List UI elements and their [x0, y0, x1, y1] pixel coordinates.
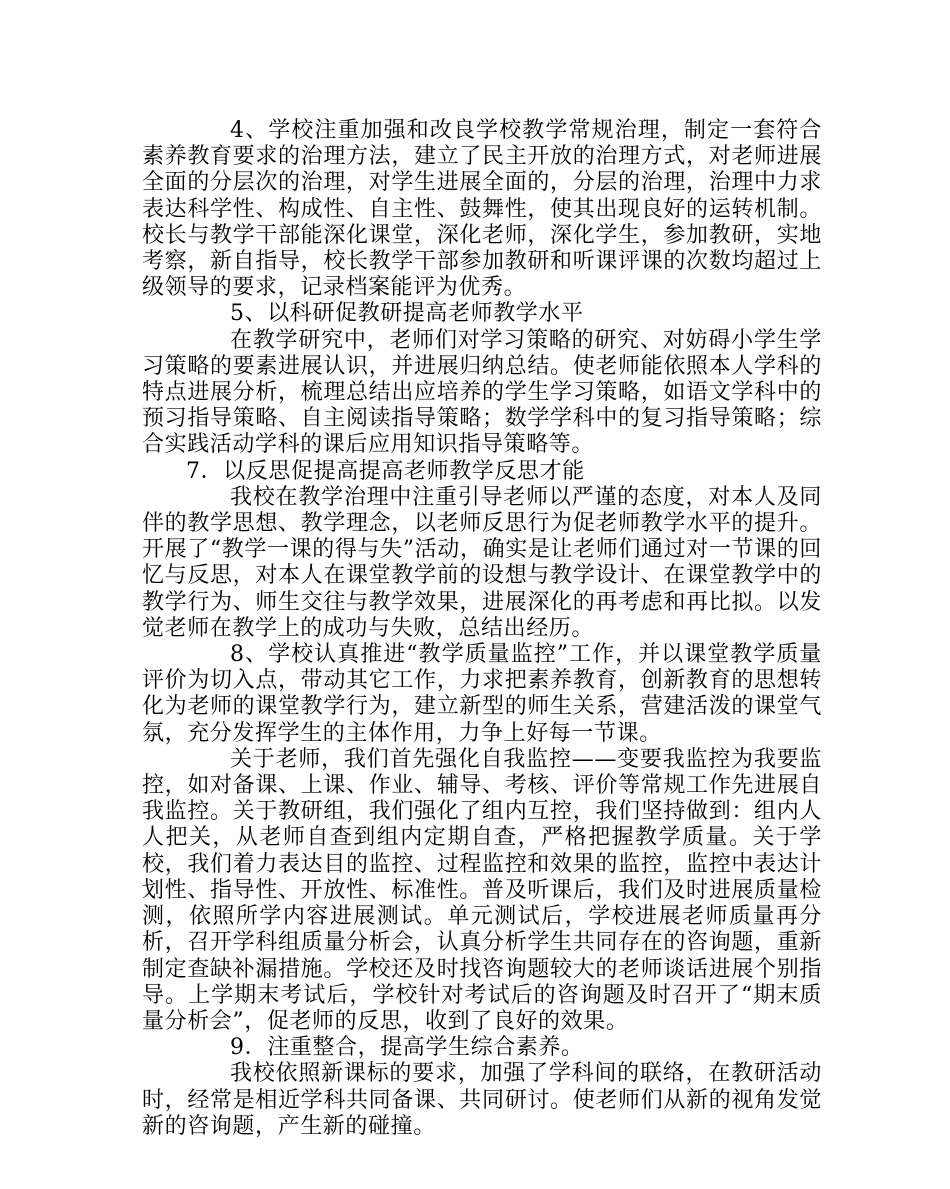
- document-body: [142, 118, 822, 1140]
- paragraph-4-management: 4、学校注重加强和改良学校教学常规治理，制定一套符合素养教育要求的治理方法，建立了民主开放的治理方式，对老师进展全面的分层次的治理，对学生进展全面的，分层的治理，治理中力求表达科学性、构成性、自主性、鼓舞性，使其出现良好的运转机制。校长与教学干部能深化课堂，深化老师，深化学生，参加教研，实地考察，新自指导，校长教学干部参加教研和听课评课的次数均超过上级领导的要求，记录档案能评为优秀。: [142, 118, 822, 301]
- paragraph-7-reflection-body: 我校在教学治理中注重引导老师以严谨的态度，对本人及同伴的教学思想、教学理念，以老师反思行为促老师教学水平的提升。开展了“教学一课的得与失”活动，确实是让老师们通过对一节课的回忆与反思，对本人在课堂教学前的设想与教学设计、在课堂教学中的教学行为、师生交往与教学效果，进展深化的再考虑和再比拟。以发觉老师在教学上的成功与失败，总结出经历。: [142, 484, 822, 641]
- heading-5-research: 5、以科研促教研提高老师教学水平: [230, 301, 584, 327]
- paragraph-5-research-body: 在教学研究中，老师们对学习策略的研究、对妨碍小学生学习策略的要素进展认识，并进展归纳总结。使老师能依照本人学科的特点进展分析，梳理总结出应培养的学生学习策略，如语文学科中的预习指导策略、自主阅读指导策略；数学学科中的复习指导策略；综合实践活动学科的课后应用知识指导策略等。: [142, 327, 822, 458]
- paragraph-8-monitoring-body: 关于老师，我们首先强化自我监控——变要我监控为我要监控，如对备课、上课、作业、辅导、考核、评价等常规工作先进展自我监控。关于教研组，我们强化了组内互控，我们坚持做到：组内人人把关，从老师自查到组内定期自查，严格把握教学质量。关于学校，我们着力表达目的监控、过程监控和效果的监控，监控中表达计划性、指导性、开放性、标准性。普及听课后，我们及时进展质量检测，依照所学内容进展测试。单元测试后，学校进展老师质量再分析，召开学科组质量分析会，认真分析学生共同存在的咨询题，重新制定查缺补漏措施。学校还及时找咨询题较大的老师谈话进展个别指导。上学期末考试后，学校针对考试后的咨询题及时召开了“期末质量分析会”，促老师的反思，收到了良好的效果。: [142, 746, 822, 1034]
- paragraph-9-integration-body: 我校依照新课标的要求，加强了学科间的联络，在教研活动时，经常是相近学科共同备课、共同研讨。使老师们从新的视角发觉新的咨询题，产生新的碰撞。: [142, 1061, 822, 1139]
- heading-7-reflection: 7．以反思促提高提高老师教学反思才能: [186, 458, 585, 484]
- paragraph-8-quality-monitoring: 8、学校认真推进“教学质量监控”工作，并以课堂教学质量评价为切入点，带动其它工作，力求把素养教育，创新教育的思想转化为老师的课堂教学行为，建立新型的师生关系，营建活泼的课堂气氛，充分发挥学生的主体作用，力争上好每一节课。: [142, 642, 822, 746]
- heading-9-integration: 9．注重整合，提高学生综合素养。: [230, 1035, 584, 1061]
